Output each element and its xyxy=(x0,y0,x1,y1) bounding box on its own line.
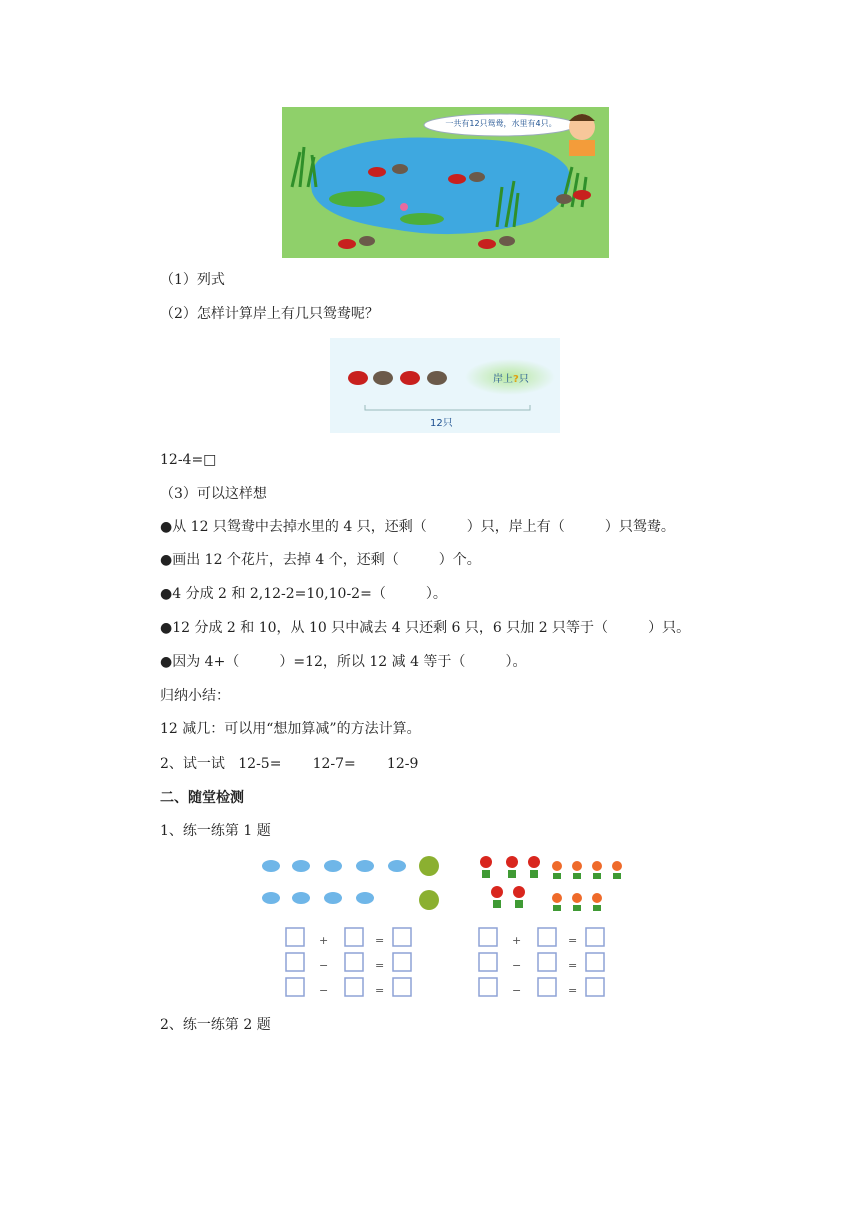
equals-sign: = xyxy=(375,959,385,972)
total-label: 12只 xyxy=(430,418,453,429)
shore-label: 岸上 xyxy=(493,374,513,385)
equals-sign: = xyxy=(568,959,578,972)
operator-plus: + xyxy=(319,934,329,947)
think-bullet: ●4 分成 2 和 2,12-2=10,10-2=（ ）。 xyxy=(160,586,447,602)
question-mark: ? xyxy=(513,374,519,385)
think-bullet: ●从 12 只鸳鸯中去掉水里的 4 只，还剩（ ）只，岸上有（ ）只鸳鸯。 xyxy=(160,519,675,535)
summary-heading: 归纳小结： xyxy=(160,688,230,704)
question-2: （2）怎样计算岸上有几只鸳鸯呢？ xyxy=(160,306,379,322)
section-2-title: 二、随堂检测 xyxy=(160,790,244,806)
think-bullet: ●画出 12 个花片，去掉 4 个，还剩（ ）个。 xyxy=(160,552,481,568)
operator-minus: − xyxy=(512,984,522,997)
exercise-2-label: 2、练一练第 2 题 xyxy=(160,1017,271,1033)
ducks-diagram xyxy=(330,338,560,433)
try-it: 2、试一试 12-5= 12-7= 12-9 xyxy=(160,756,419,772)
equals-sign: = xyxy=(568,934,578,947)
equals-sign: = xyxy=(568,984,578,997)
exercise-illustration xyxy=(253,848,638,1003)
exercise-1-label: 1、练一练第 1 题 xyxy=(160,823,271,839)
speech-bubble-text: 一共有12只鸳鸯，水里有4只。 xyxy=(445,119,557,128)
operator-minus: − xyxy=(512,959,522,972)
question-1: （1）列式 xyxy=(160,272,225,288)
summary-text: 12 减几：可以用“想加算减”的方法计算。 xyxy=(160,721,421,737)
equals-sign: = xyxy=(375,984,385,997)
unit-label: 只 xyxy=(518,374,529,385)
think-bullet: ●12 分成 2 和 10，从 10 只中减去 4 只还剩 6 只，6 只加 2 只等于（ ）只。 xyxy=(160,620,691,636)
operator-minus: − xyxy=(319,959,329,972)
operator-plus: + xyxy=(512,934,522,947)
operator-minus: − xyxy=(319,984,329,997)
equals-sign: = xyxy=(375,934,385,947)
think-heading: （3）可以这样想 xyxy=(160,486,267,502)
equation: 12-4=□ xyxy=(160,452,217,468)
think-bullet: ●因为 4+（ ）=12，所以 12 减 4 等于（ ）。 xyxy=(160,654,527,670)
pond-illustration xyxy=(282,107,609,258)
